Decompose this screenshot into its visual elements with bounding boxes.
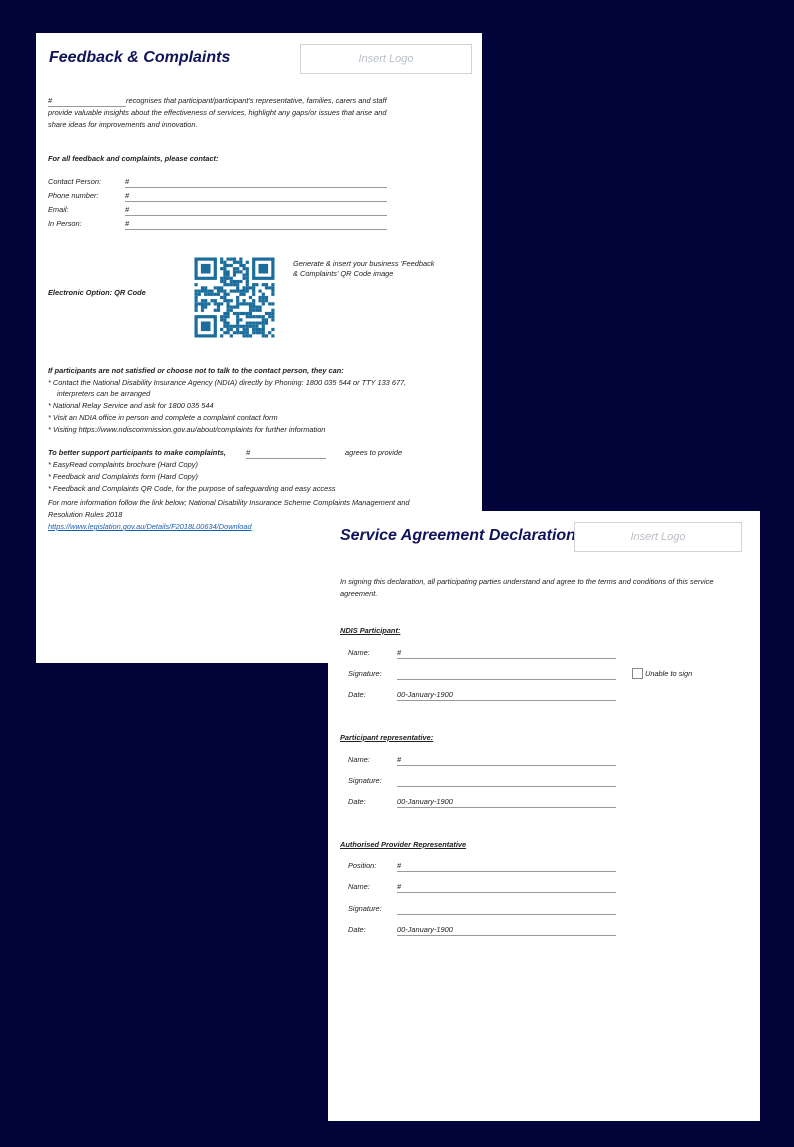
- contact-label: Phone number:: [48, 191, 99, 200]
- more-info-text: For more information follow the link below; National Disability Insurance Scheme Complaints Management and: [48, 498, 410, 507]
- participant-name-field[interactable]: #: [397, 647, 616, 659]
- provider-position-field[interactable]: #: [397, 860, 616, 872]
- list-item: * Feedback and Complaints form (Hard Copy): [48, 472, 198, 481]
- unsatisfied-heading: If participants are not satisfied or choose not to talk to the contact person, they can:: [48, 366, 344, 375]
- provider-date-field[interactable]: 00-January-1900: [397, 924, 616, 936]
- field-label: Name:: [348, 755, 370, 764]
- qr-note: Generate & insert your business 'Feedback: [293, 259, 435, 268]
- representative-date-field[interactable]: 00-January-1900: [397, 796, 616, 808]
- list-item: * EasyRead complaints brochure (Hard Copy): [48, 460, 198, 469]
- list-item: * Feedback and Complaints QR Code, for the purpose of safeguarding and easy access: [48, 484, 336, 493]
- section-heading-participant: NDIS Participant:: [340, 626, 401, 635]
- intro-text: provide valuable insights about the effectiveness of services, highlight any gaps/or issues that arise and: [48, 108, 387, 117]
- field-label: Position:: [348, 861, 377, 870]
- phone-field[interactable]: #: [125, 190, 387, 202]
- representative-name-field[interactable]: #: [397, 754, 616, 766]
- service-agreement-declaration-page: [328, 511, 760, 1121]
- support-provider-field[interactable]: #: [246, 447, 326, 459]
- unable-to-sign-label: Unable to sign: [645, 669, 693, 678]
- support-heading: To better support participants to make complaints,: [48, 448, 226, 457]
- page-title: Service Agreement Declaration: [340, 527, 576, 544]
- field-label: Signature:: [348, 776, 382, 785]
- qr-label: Electronic Option: QR Code: [48, 288, 146, 297]
- field-label: Signature:: [348, 904, 382, 913]
- list-item: * National Relay Service and ask for 1800 035 544: [48, 401, 214, 410]
- field-label: Name:: [348, 882, 370, 891]
- legislation-link[interactable]: https://www.legislation.gov.au/Details/F2018L00634/Download: [48, 522, 252, 531]
- contact-person-field[interactable]: #: [125, 176, 387, 188]
- list-item: * Contact the National Disability Insurance Agency (NDIA) directly by Phoning: 1800 035 544 or TTY 133 677,: [48, 378, 407, 387]
- participant-date-field[interactable]: 00-January-1900: [397, 689, 616, 701]
- contact-label: Email:: [48, 205, 69, 214]
- field-label: Date:: [348, 690, 366, 699]
- list-item: * Visiting https://www.ndiscommission.gov.au/about/complaints for further information: [48, 425, 326, 434]
- representative-signature-field[interactable]: [397, 775, 616, 787]
- contact-label: Contact Person:: [48, 177, 101, 186]
- intro-text: agreement.: [340, 589, 378, 598]
- page-title: Feedback & Complaints: [49, 49, 231, 66]
- insert-logo-placeholder[interactable]: Insert Logo: [574, 522, 742, 552]
- organisation-field[interactable]: #: [48, 95, 126, 107]
- email-field[interactable]: #: [125, 204, 387, 216]
- in-person-field[interactable]: #: [125, 218, 387, 230]
- unable-to-sign-checkbox[interactable]: [632, 668, 643, 679]
- section-heading-representative: Participant representative:: [340, 733, 434, 742]
- support-suffix: agrees to provide: [345, 448, 403, 457]
- field-label: Signature:: [348, 669, 382, 678]
- list-item: interpreters can be arranged: [57, 389, 151, 398]
- provider-name-field[interactable]: #: [397, 881, 616, 893]
- qr-note: & Complaints' QR Code image: [293, 269, 394, 278]
- list-item: * Visit an NDIA office in person and complete a complaint contact form: [48, 413, 278, 422]
- contact-heading: For all feedback and complaints, please contact:: [48, 154, 219, 163]
- field-label: Date:: [348, 797, 366, 806]
- intro-text: In signing this declaration, all participating parties understand and agree to the terms and conditions of this service: [340, 577, 714, 586]
- field-label: Name:: [348, 648, 370, 657]
- intro-text: share ideas for improvements and innovation.: [48, 120, 198, 129]
- provider-signature-field[interactable]: [397, 903, 616, 915]
- field-label: Date:: [348, 925, 366, 934]
- section-heading-provider: Authorised Provider Representative: [340, 840, 467, 849]
- intro-text: recognises that participant/participant's representative, families, carers and staff: [126, 96, 387, 105]
- contact-label: In Person:: [48, 219, 82, 228]
- participant-signature-field[interactable]: [397, 668, 616, 680]
- insert-logo-placeholder[interactable]: Insert Logo: [300, 44, 472, 74]
- qr-code-image[interactable]: [191, 254, 278, 341]
- more-info-text: Resolution Rules 2018: [48, 510, 123, 519]
